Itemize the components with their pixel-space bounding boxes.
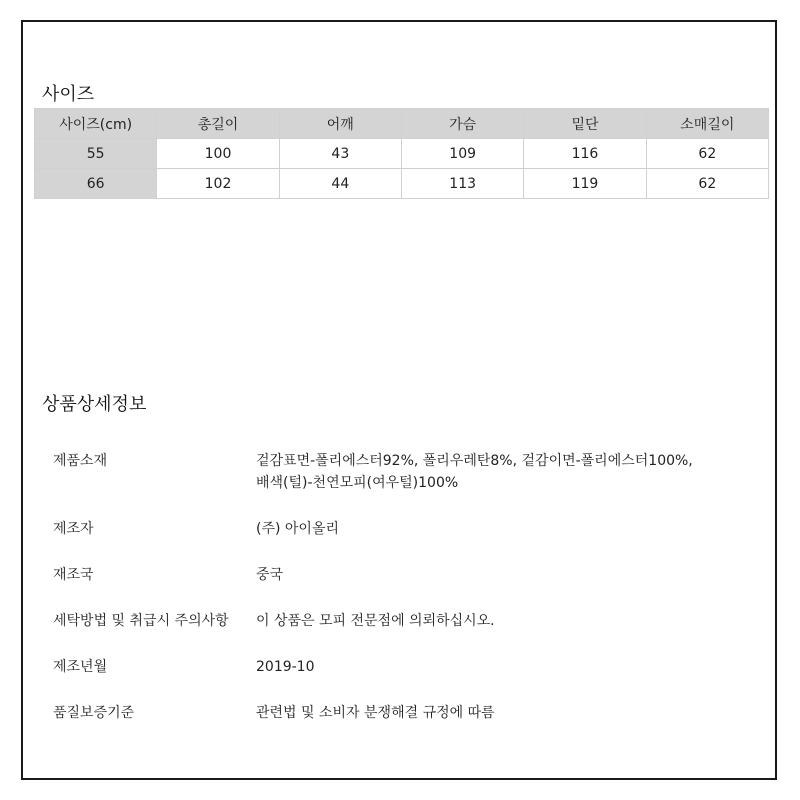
table-cell: 62: [646, 139, 768, 169]
table-cell: 109: [401, 139, 523, 169]
table-cell: 102: [157, 169, 279, 199]
header-total-length: 총길이: [157, 109, 279, 139]
size-table: [34, 108, 769, 199]
detail-value: 이 상품은 모피 전문점에 의뢰하십시오.: [256, 613, 495, 629]
table-cell: 100: [157, 139, 279, 169]
detail-row-manufacturer: [53, 518, 753, 564]
detail-label: 제품소재: [53, 453, 108, 469]
detail-label: 제조자: [53, 521, 94, 537]
header-chest: 가슴: [401, 109, 523, 139]
detail-value: 중국: [256, 567, 284, 583]
detail-section-title: 상품상세정보: [42, 394, 147, 415]
detail-value: 관련법 및 소비자 분쟁해결 규정에 따름: [256, 705, 495, 721]
detail-label: 품질보증기준: [53, 705, 135, 721]
detail-row-manufacture-date: [53, 656, 753, 702]
detail-value: (주) 아이올리: [256, 521, 339, 537]
content-frame: [21, 20, 777, 780]
header-sleeve-length: 소매길이: [646, 109, 768, 139]
table-cell: 62: [646, 169, 768, 199]
table-row: [35, 169, 769, 199]
header-size: 사이즈(cm): [35, 109, 157, 139]
table-cell: 43: [279, 139, 401, 169]
detail-row-material: [53, 450, 753, 518]
detail-row-warranty: [53, 702, 753, 748]
size-cell: 55: [35, 139, 157, 169]
table-cell: 116: [524, 139, 646, 169]
header-hem: 밑단: [524, 109, 646, 139]
detail-value: 2019-10: [256, 659, 315, 675]
detail-row-country: [53, 564, 753, 610]
detail-row-care: [53, 610, 753, 656]
detail-label: 제조년월: [53, 659, 108, 675]
table-cell: 113: [401, 169, 523, 199]
table-row: [35, 139, 769, 169]
header-shoulder: 어깨: [279, 109, 401, 139]
detail-label: 세탁방법 및 취급시 주의사항: [53, 613, 229, 629]
detail-value: 겉감표면-폴리에스터92%, 폴리우레탄8%, 겉감이면-폴리에스터100%, 배색(털)-천연모피(여우털)100%: [256, 453, 693, 491]
detail-list: [53, 450, 753, 748]
size-table-header-row: [35, 109, 769, 139]
table-cell: 119: [524, 169, 646, 199]
size-section-title: 사이즈: [42, 84, 95, 105]
table-cell: 44: [279, 169, 401, 199]
detail-label: 재조국: [53, 567, 94, 583]
size-cell: 66: [35, 169, 157, 199]
